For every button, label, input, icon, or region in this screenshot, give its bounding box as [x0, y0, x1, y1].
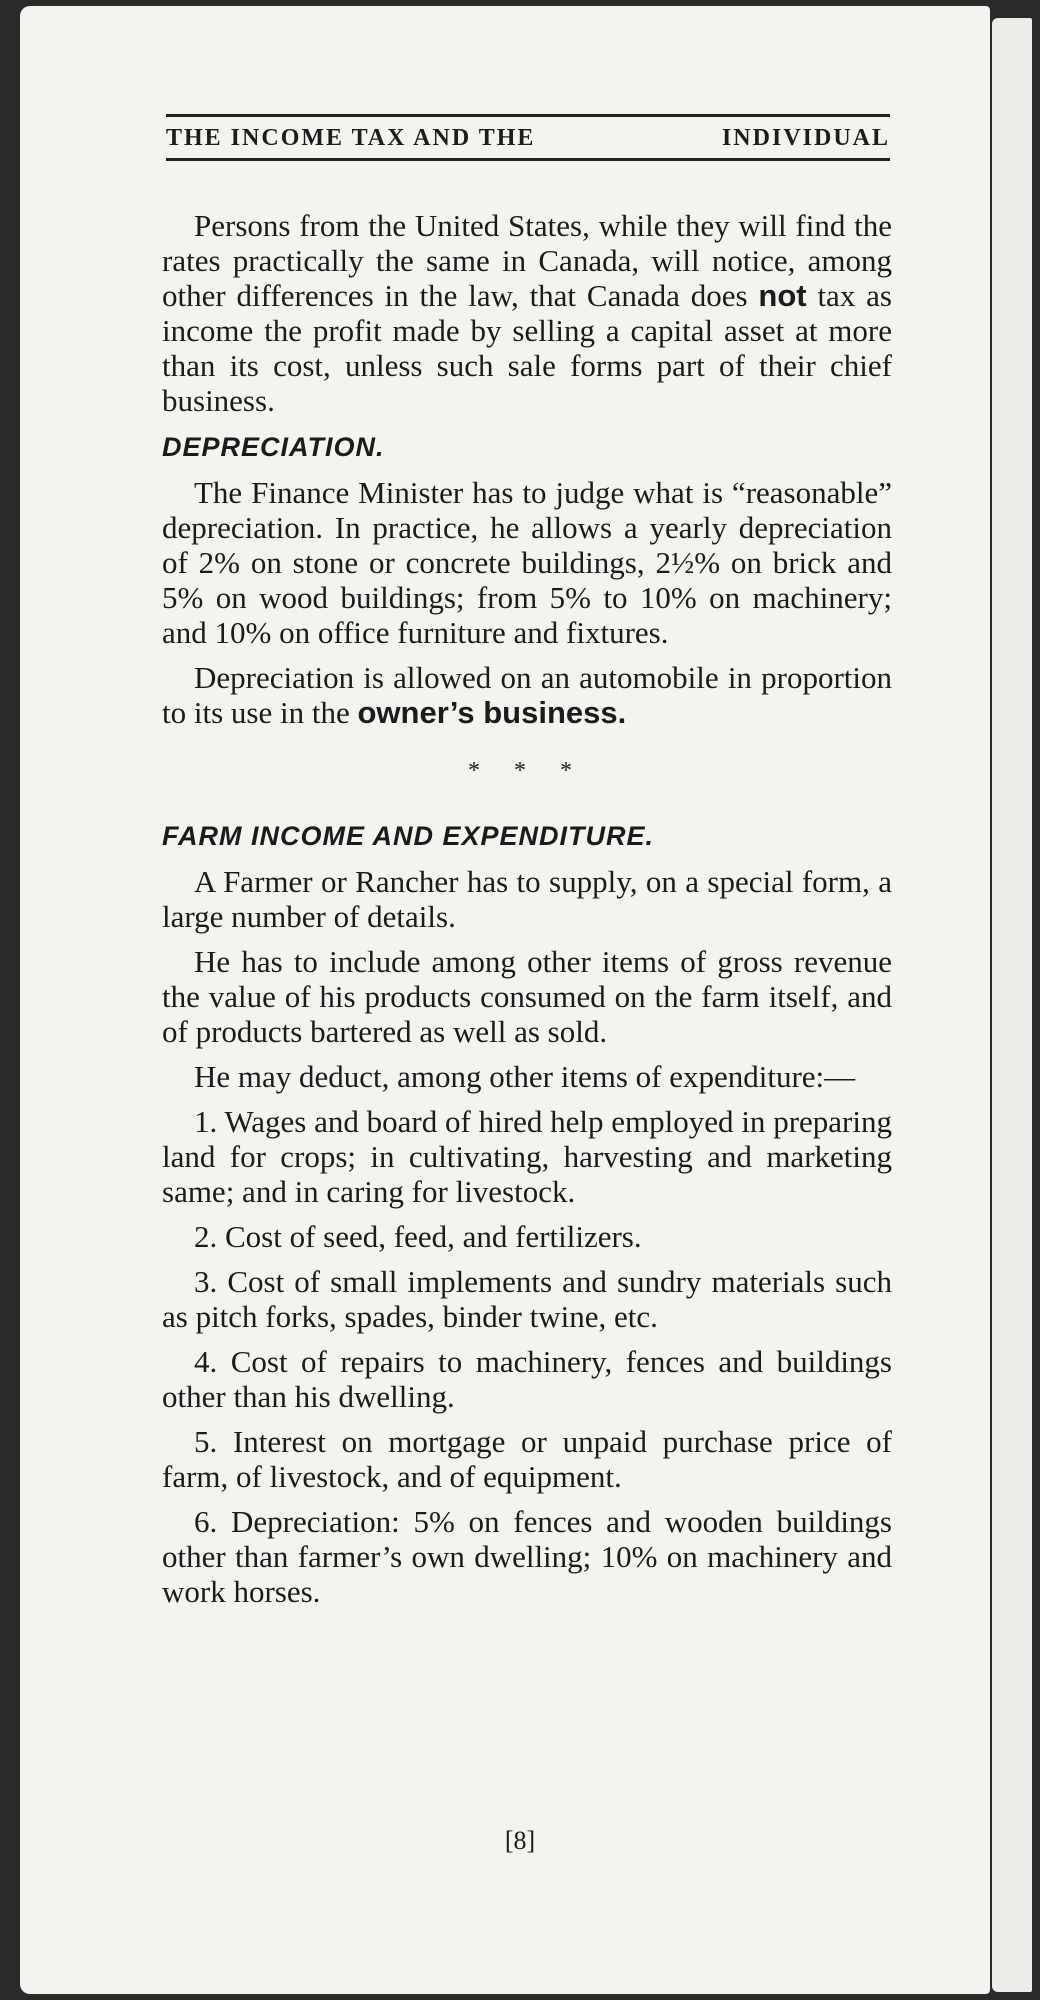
depreciation-bold: owner’s business. [357, 695, 627, 730]
depreciation-paragraph-1: The Finance Minister has to judge what is “reasonable” depreciation. In practice, he allows a yearly depreciation of 2% on stone or concrete buildings, 2½% on brick and 5% on wood buildings; from 5% to 10% on machinery; and 10% on office furniture and fixtures. [162, 475, 892, 650]
depreciation-paragraph-2 [162, 660, 892, 730]
farm-paragraph-3: He may deduct, among other items of expenditure:— [194, 1059, 856, 1094]
intro-text-a: Persons from the United States, while they will find the rates practically the same in Canada, will notice, among other differences in the law, that Canada does [162, 208, 892, 313]
intro-bold: not [758, 278, 807, 313]
running-head-left: THE INCOME TAX AND THE [166, 125, 536, 151]
list-item: 4. Cost of repairs to machinery, fences and buildings other than his dwelling. [162, 1344, 892, 1414]
next-page-edge [992, 18, 1032, 1992]
page-number: [8] [504, 1826, 536, 1855]
intro-text-b: tax as income the profit made by selling a capital asset at more than its cost, unless such sale forms part of their chief business. [162, 278, 892, 418]
depreciation-heading: DEPRECIATION. [162, 432, 385, 462]
list-item: 5. Interest on mortgage or unpaid purchase price of farm, of livestock, and of equipment. [162, 1424, 892, 1494]
farm-paragraph-1: A Farmer or Rancher has to supply, on a special form, a large number of details. [162, 864, 892, 934]
running-head [166, 114, 890, 161]
list-item: 2. Cost of seed, feed, and fertilizers. [194, 1219, 642, 1254]
depreciation-text: Depreciation is allowed on an automobile in proportion to its use in the [162, 660, 892, 730]
farm-paragraph-2: He has to include among other items of gross revenue the value of his products consumed on the farm itself, and of products bartered as well as sold. [162, 944, 892, 1049]
list-item: 3. Cost of small implements and sundry materials such as pitch forks, spades, binder twine, etc. [162, 1264, 892, 1334]
intro-paragraph [162, 208, 892, 418]
section-separator: * * * [468, 758, 586, 784]
running-head-right: INDIVIDUAL [721, 125, 890, 151]
farm-heading: FARM INCOME AND EXPENDITURE. [162, 821, 655, 851]
list-item: 6. Depreciation: 5% on fences and wooden buildings other than farmer’s own dwelling; 10% on machinery and work horses. [162, 1504, 892, 1609]
list-item: 1. Wages and board of hired help employed in preparing land for crops; in cultivating, harvesting and marketing same; and in caring for livestock. [162, 1104, 892, 1209]
page-body [162, 208, 892, 1619]
